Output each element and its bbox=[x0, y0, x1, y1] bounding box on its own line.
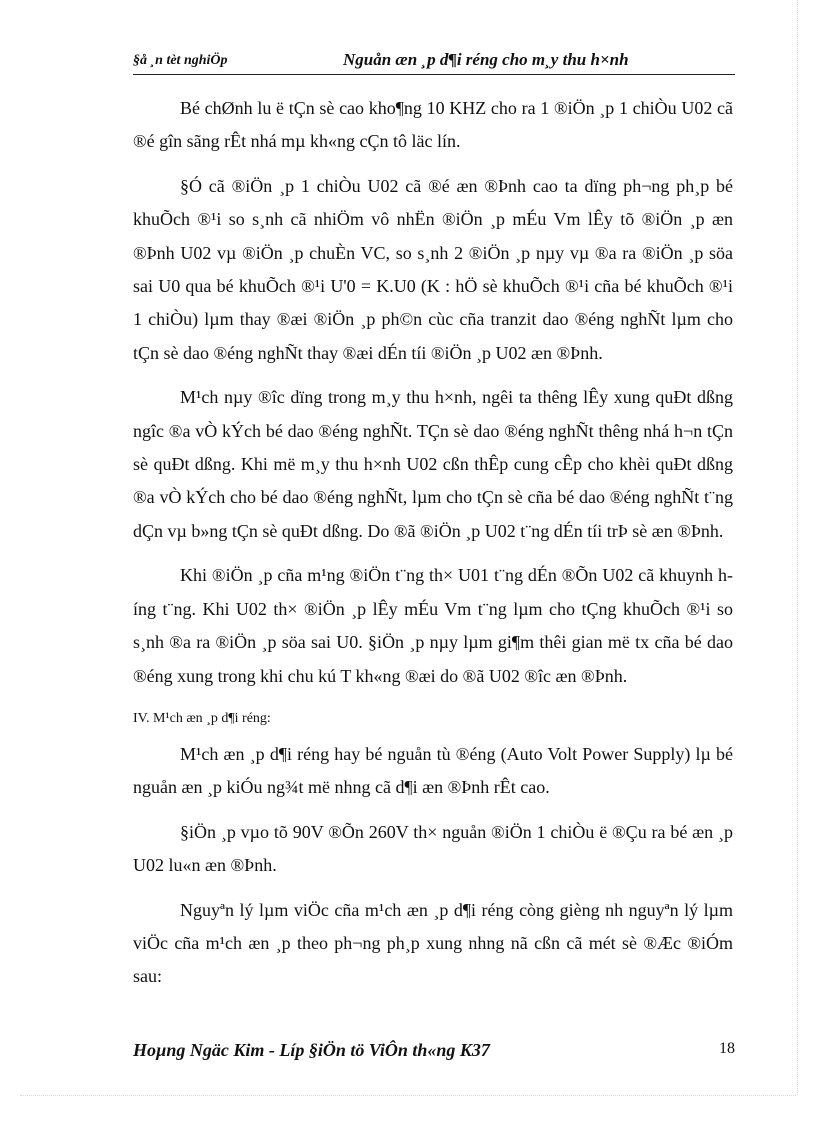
body-paragraph: M¹ch æn ¸p d¶i réng hay bé nguån tù ®éng (Auto Volt Power Supply) lµ bé nguån æn ¸p kiÓu ng¾t më nhng cã d¶i æn ®Þnh rÊt cao. bbox=[133, 743, 733, 798]
page-footer bbox=[133, 1040, 735, 1064]
body-paragraph: M¹ch nµy ®îc dïng trong m¸y thu h×nh, ngêi ta thêng lÊy xung quÐt dßng ngîc ®a vÒ kÝch bé dao ®éng nghÑt. TÇn sè dao ®éng nghÑt thêng nhá h¬n tÇn sè quÐt dßng. Khi më m¸y thu h×nh U02 cßn thÊp cung cÊp cho khèi quÐt dßng ®a vÒ kÝch cho bé dao ®éng nghÑt, lµm cho tÇn sè cña bé dao ®éng nghÑt t¨ng dÇn vµ b»ng tÇn sè quÐt dßng. Do ®ã ®iÖn ¸p U02 t¨ng dÉn tíi trÞ sè æn ®Þnh. bbox=[133, 387, 733, 541]
body-paragraph: Khi ®iÖn ¸p cña m¹ng ®iÖn t¨ng th× U01 t¨ng dÉn ®Õn U02 cã khuynh híng t¨ng. Khi U02 th× ®iÖn ¸p lÊy mÉu Vm t¨ng lµm cho tÇng khuÕch ®¹i so s¸nh ®a ra ®iÖn ¸p söa sai U0. §iÖn ¸p nµy lµm gi¶m thêi gian më tx cña bé dao ®éng xung trong khi chu kú T kh«ng ®æi do ®ã U02 ®îc æn ®Þnh. bbox=[133, 565, 733, 686]
body-paragraph: §Ó cã ®iÖn ¸p 1 chiÒu U02 cã ®é æn ®Þnh cao ta dïng ph¬ng ph¸p bé khuÕch ®¹i so s¸nh cã nhiÖm vô nhËn ®iÖn ¸p mÉu Vm lÊy tõ ®iÖn ¸p æn ®Þnh U02 vµ ®iÖn ¸p chuÈn VC, so s¸nh 2 ®iÖn ¸p nµy vµ ®a ra ®iÖn ¸p söa sai U0 qua bé khuÕch ®¹i U'0 = K.U0 (K : hÖ sè khuÕch ®¹i cña bé khuÕch ®¹i 1 chiÒu) lµm thay ®æi ®iÖn ¸p ph©n cùc cña tranzit dao ®éng nghÑt lµm cho tÇn sè dao ®éng nghÑt thay ®æi dÉn tíi ®iÖn ¸p U02 æn ®Þnh. bbox=[133, 175, 733, 363]
section-heading: IV. M¹ch æn ¸p d¶i réng: bbox=[133, 710, 271, 726]
header-doc-title: Nguån æn ¸p d¶i réng cho m¸y thu h×nh bbox=[343, 50, 629, 69]
page-boundary-line bbox=[20, 1095, 796, 1096]
footer-author: Hoµng Ngäc Kim - Líp §iÖn tö ViÔn th«ng K37 bbox=[133, 1040, 490, 1060]
page-boundary-vertical bbox=[797, 0, 798, 1095]
body-paragraph: §iÖn ¸p vµo tõ 90V ®Õn 260V th× nguån ®iÖn 1 chiÒu ë ®Çu ra bé æn ¸p U02 lu«n æn ®Þnh. bbox=[133, 821, 733, 876]
page-body bbox=[133, 92, 733, 1005]
page-number: 18 bbox=[719, 1040, 735, 1057]
body-paragraph: Bé chØnh lu ë tÇn sè cao kho¶ng 10 KHZ cho ra 1 ®iÖn ¸p 1 chiÒu U02 cã ®é gîn sãng rÊt nhá mµ kh«ng cÇn tô läc lín. bbox=[133, 98, 733, 152]
header-doc-type: §å ¸n tèt nghiÖp bbox=[133, 53, 228, 68]
page-header bbox=[133, 50, 735, 75]
body-paragraph: Nguyªn lý lµm viÖc cña m¹ch æn ¸p d¶i réng còng gièng nh nguyªn lý lµm viÖc cña m¹ch æn ¸p theo ph¬ng ph¸p xung nhng nã cßn cã mét sè ®Æc ®iÓm sau: bbox=[133, 899, 733, 987]
